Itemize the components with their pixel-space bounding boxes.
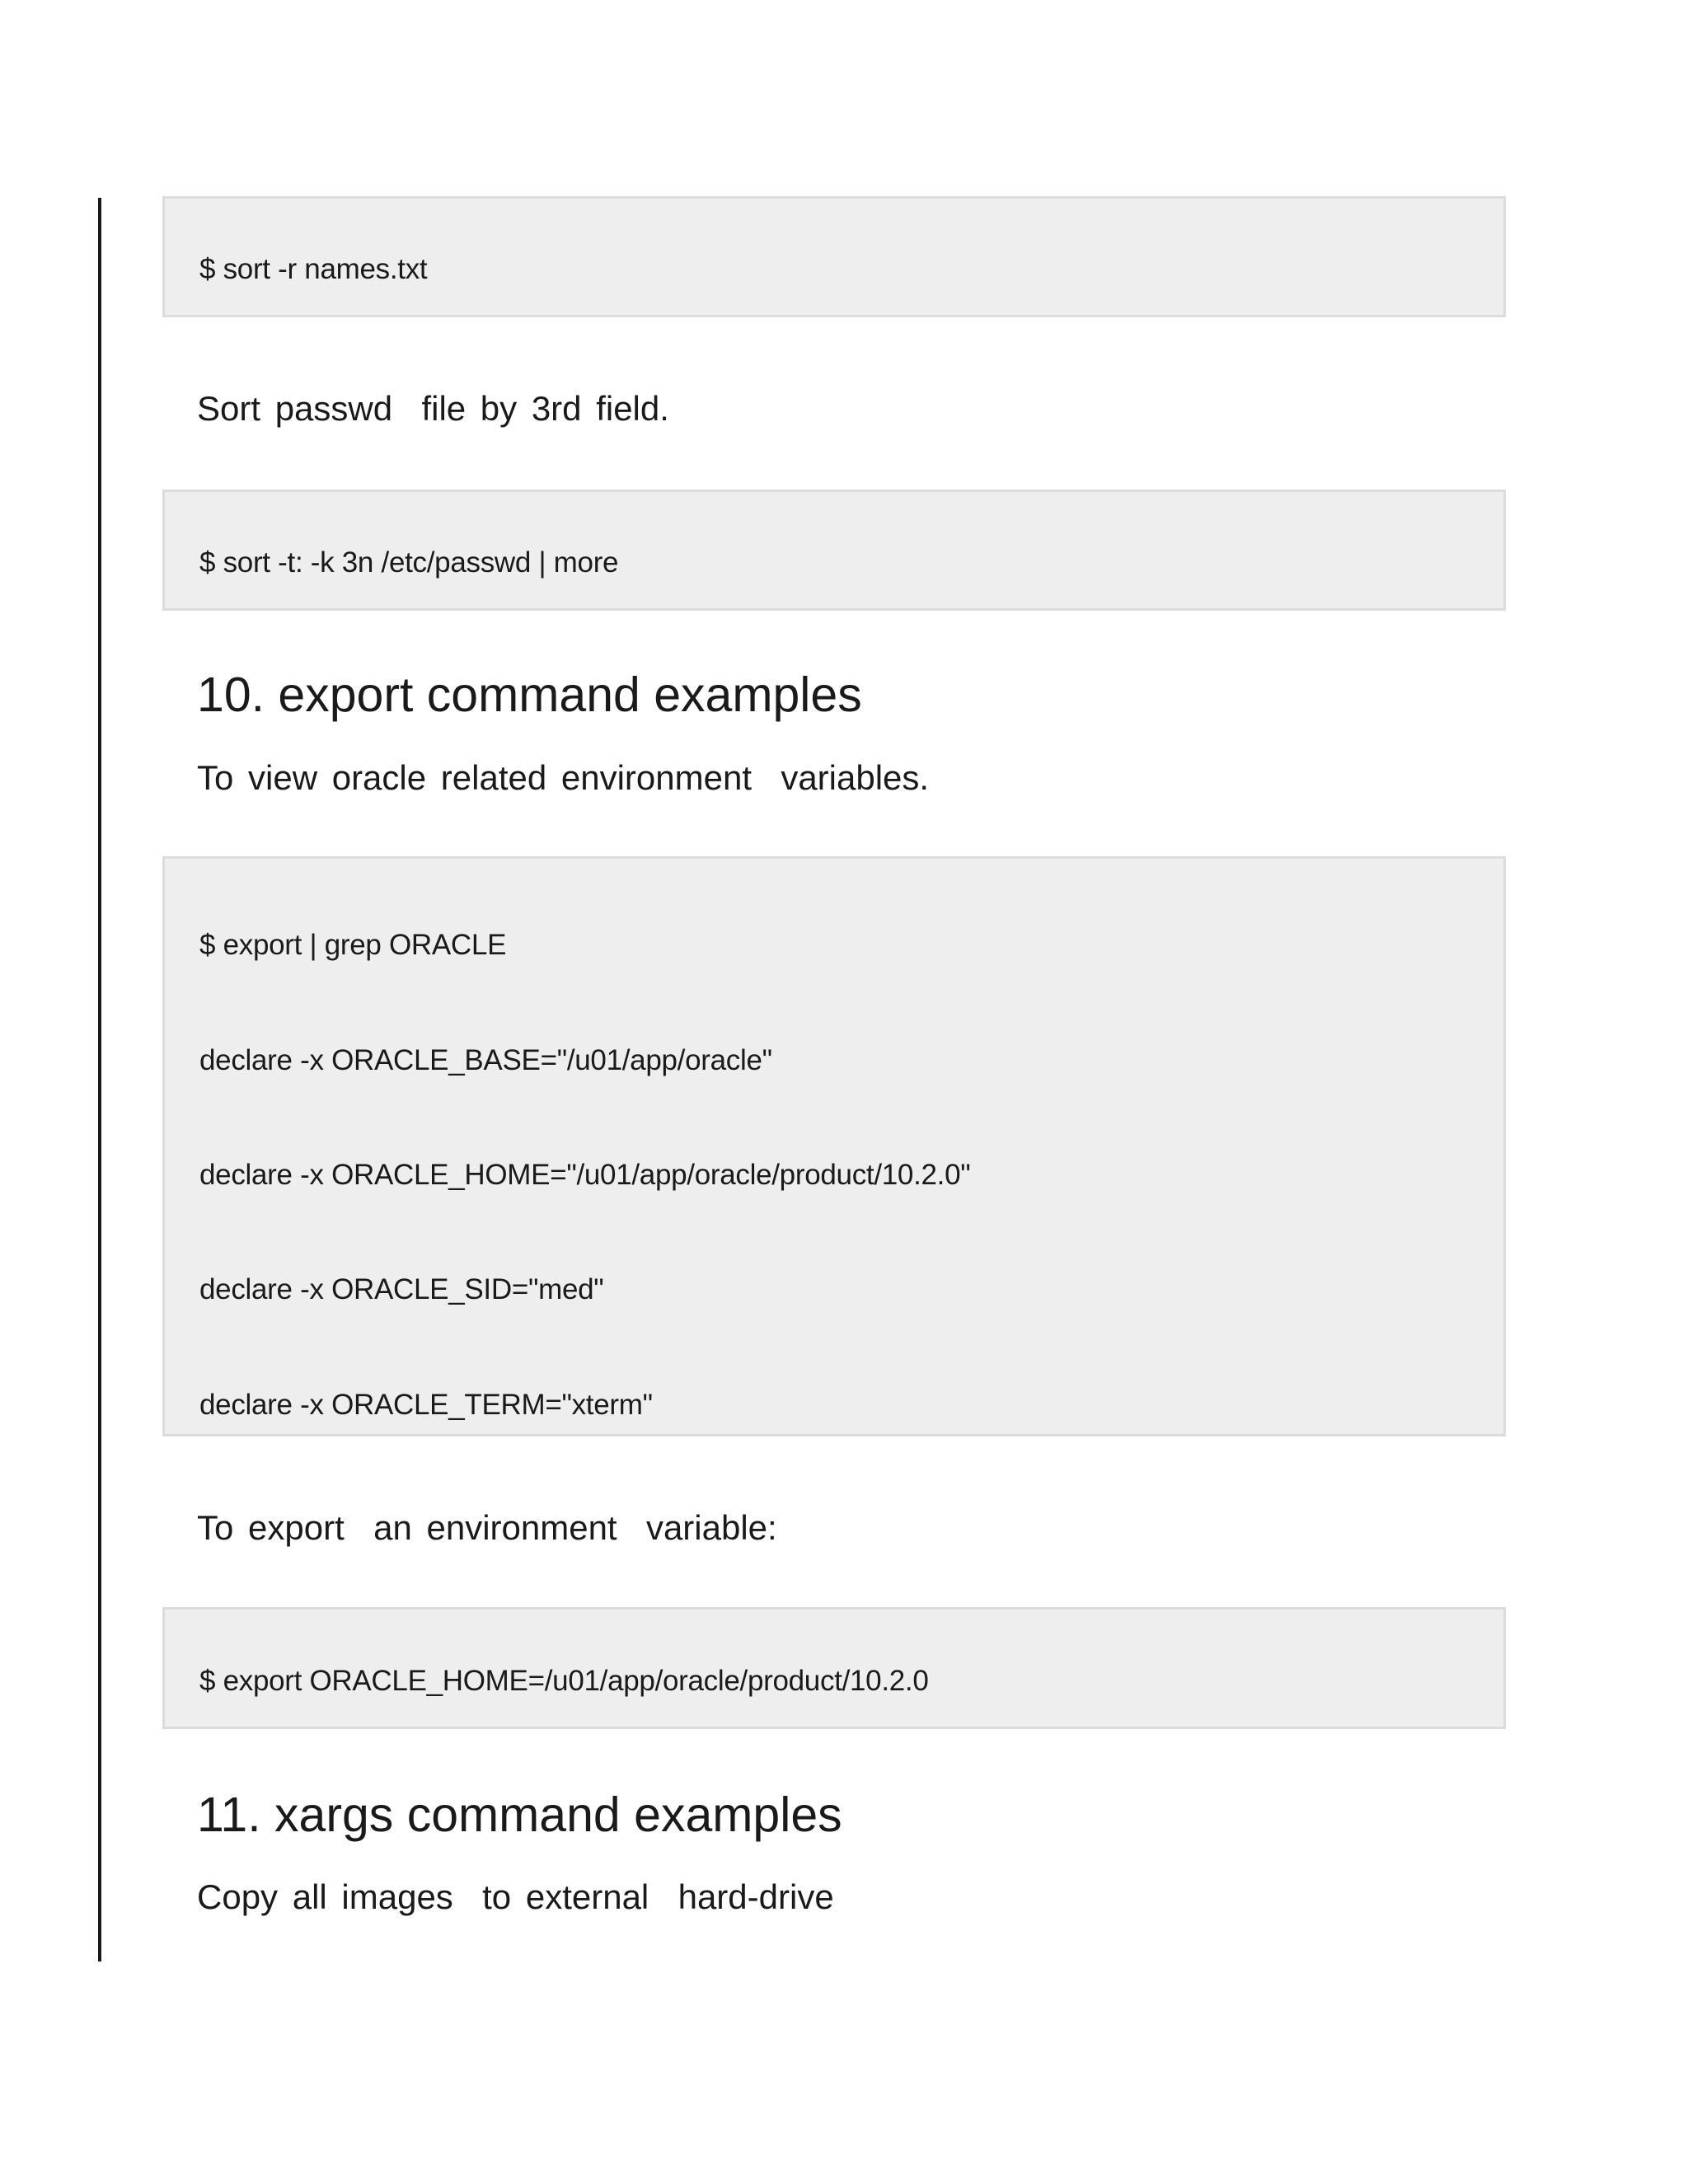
code-line: declare -x ORACLE_SID="med" [199,1273,604,1305]
section-heading-export: 10. export command examples [197,668,862,722]
code-block-sort-reverse [162,196,1506,317]
code-block-export-grep [162,856,1506,1436]
code-line: $ export ORACLE_HOME=/u01/app/oracle/product/10.2.0 [199,1665,929,1697]
code-block-export-home [162,1607,1506,1729]
section-heading-xargs: 11. xargs command examples [197,1788,842,1842]
code-line: declare -x ORACLE_BASE="/u01/app/oracle" [199,1044,772,1076]
code-line: declare -x ORACLE_HOME="/u01/app/oracle/product/10.2.0" [199,1159,971,1191]
code-block-sort-passwd [162,490,1506,611]
code-line: $ sort -r names.txt [199,253,428,285]
code-line: declare -x ORACLE_TERM="xterm" [199,1389,653,1421]
left-margin-rule [98,198,101,1961]
paragraph-sort-passwd: Sort passwd file by 3rd field. [197,389,669,428]
code-line: $ sort -t: -k 3n /etc/passwd | more [199,546,619,579]
paragraph-export-view: To view oracle related environment variables. [197,758,930,797]
paragraph-xargs-copy: Copy all images to external hard-drive [197,1877,834,1916]
paragraph-export-variable: To export an environment variable: [197,1508,777,1547]
code-line: $ export | grep ORACLE [199,929,507,961]
